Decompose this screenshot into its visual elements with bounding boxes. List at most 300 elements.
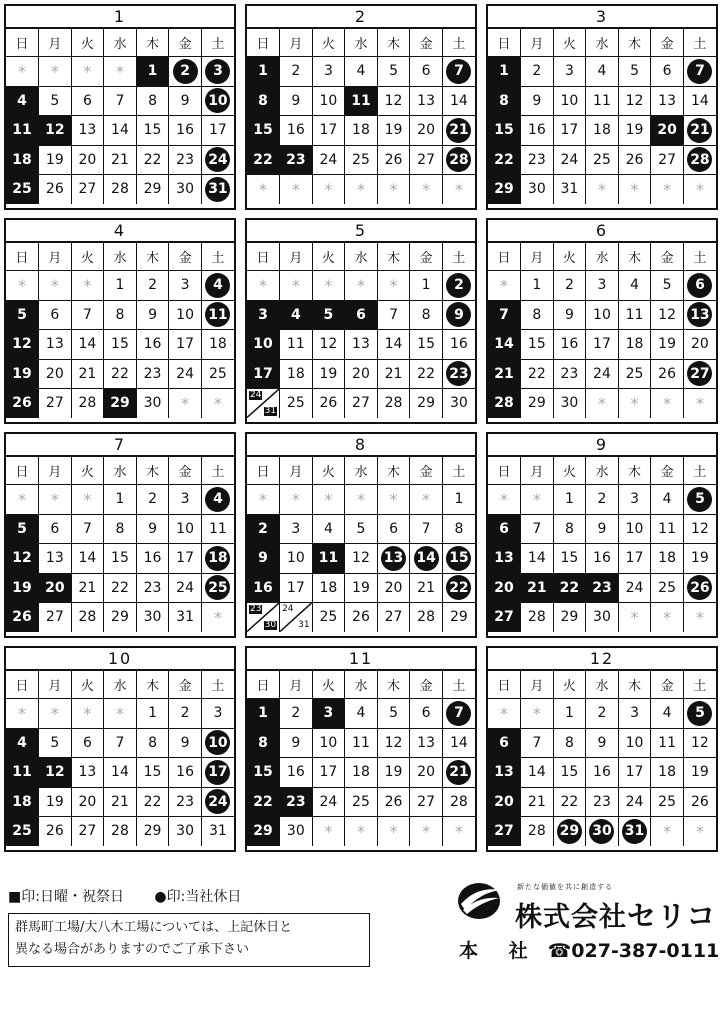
empty-day-marker: *	[651, 603, 684, 632]
day-cell: 19	[39, 787, 72, 817]
company-off-day-cell	[169, 57, 202, 87]
day-cell: 27	[71, 817, 104, 846]
company-off-day-cell	[442, 116, 475, 146]
month-4	[4, 218, 236, 424]
day-cell: 16	[169, 116, 202, 146]
split-day-lower: 31	[298, 619, 310, 630]
day-cell: 28	[410, 603, 443, 632]
holiday-day-cell: 25	[6, 817, 39, 846]
phone-number: ☎027-387-0111	[547, 940, 720, 962]
empty-day-marker: *	[410, 817, 443, 846]
empty-day-marker: *	[683, 603, 716, 632]
company-off-day-cell	[618, 817, 651, 846]
day-cell: 12	[651, 300, 684, 330]
empty-day-marker: *	[247, 485, 280, 515]
company-off-day-cell	[586, 817, 619, 846]
holiday-day-cell: 21	[521, 573, 554, 603]
day-cell: 8	[521, 300, 554, 330]
day-cell: 3	[280, 514, 313, 544]
empty-day-marker: *	[312, 271, 345, 301]
day-cell: 12	[345, 544, 378, 574]
day-cell: 5	[345, 514, 378, 544]
day-cell: 6	[410, 699, 443, 729]
day-cell: 8	[136, 728, 169, 758]
day-cell: 3	[169, 485, 202, 515]
day-cell: 4	[312, 514, 345, 544]
day-cell: 20	[39, 359, 72, 389]
holiday-day-cell: 8	[247, 86, 280, 116]
month-title: 10	[6, 648, 234, 671]
day-cell: 28	[521, 603, 554, 632]
day-cell: 28	[71, 389, 104, 418]
weekday-header: 金	[410, 29, 443, 57]
day-cell: 21	[71, 359, 104, 389]
holiday-day-cell: 20	[651, 116, 684, 146]
day-cell: 20	[410, 116, 443, 146]
weekday-header: 土	[442, 457, 475, 485]
company-off-day-cell	[683, 300, 716, 330]
holiday-day-cell: 20	[488, 787, 521, 817]
company-off-day-cell	[201, 57, 234, 87]
day-cell: 4	[586, 57, 619, 87]
month-title: 3	[488, 6, 716, 29]
day-cell: 17	[169, 544, 202, 574]
day-cell: 29	[136, 175, 169, 204]
weekday-header: 月	[39, 457, 72, 485]
empty-day-marker: *	[6, 57, 39, 87]
weekday-header: 木	[377, 243, 410, 271]
weekday-header: 月	[280, 671, 313, 699]
day-cell: 9	[586, 728, 619, 758]
day-cell: 8	[553, 514, 586, 544]
day-cell: 10	[553, 86, 586, 116]
weekday-header: 火	[71, 671, 104, 699]
day-cell: 12	[618, 86, 651, 116]
day-cell: 22	[521, 359, 554, 389]
empty-day-marker: *	[6, 699, 39, 729]
split-day-lower: 30	[264, 619, 277, 630]
company-off-circle: 21	[446, 118, 471, 143]
day-cell: 26	[651, 359, 684, 389]
holiday-day-cell: 4	[280, 300, 313, 330]
month-12	[486, 646, 718, 852]
day-cell: 15	[104, 330, 137, 360]
day-cell: 5	[651, 271, 684, 301]
day-cell: 10	[312, 86, 345, 116]
company-block	[455, 876, 723, 966]
day-cell: 30	[521, 175, 554, 204]
empty-day-marker: *	[345, 817, 378, 846]
holiday-day-cell: 16	[247, 573, 280, 603]
holiday-day-cell: 1	[247, 57, 280, 87]
day-cell: 1	[410, 271, 443, 301]
company-off-day-cell	[201, 145, 234, 175]
company-off-day-cell	[442, 758, 475, 788]
holiday-day-cell: 12	[6, 330, 39, 360]
day-cell: 9	[553, 300, 586, 330]
head-office-label: 本 社	[459, 940, 540, 962]
company-off-day-cell	[201, 758, 234, 788]
empty-day-marker: *	[345, 175, 378, 204]
empty-day-marker: *	[104, 699, 137, 729]
holiday-day-cell: 13	[488, 758, 521, 788]
day-cell: 29	[410, 389, 443, 418]
weekday-header: 水	[345, 29, 378, 57]
empty-day-marker: *	[71, 57, 104, 87]
month-7	[4, 432, 236, 638]
day-cell: 15	[104, 544, 137, 574]
empty-day-marker: *	[521, 485, 554, 515]
day-cell: 14	[71, 330, 104, 360]
weekday-header: 金	[410, 243, 443, 271]
weekday-header: 金	[410, 671, 443, 699]
day-cell: 27	[651, 145, 684, 175]
month-title: 9	[488, 434, 716, 457]
weekday-header: 水	[104, 243, 137, 271]
holiday-day-cell: 12	[39, 758, 72, 788]
weekday-header: 木	[136, 29, 169, 57]
day-cell: 22	[410, 359, 443, 389]
day-cell: 13	[410, 86, 443, 116]
day-cell: 22	[136, 145, 169, 175]
empty-day-marker: *	[71, 699, 104, 729]
company-off-circle: 31	[622, 819, 647, 844]
day-cell: 1	[136, 699, 169, 729]
day-cell: 14	[683, 86, 716, 116]
month-title: 12	[488, 648, 716, 671]
holiday-day-cell: 1	[488, 57, 521, 87]
day-cell: 14	[521, 544, 554, 574]
day-cell: 4	[618, 271, 651, 301]
day-cell: 2	[136, 485, 169, 515]
day-cell: 12	[312, 330, 345, 360]
company-off-circle: 11	[205, 302, 230, 327]
day-cell: 2	[586, 485, 619, 515]
day-cell: 6	[39, 300, 72, 330]
day-cell: 19	[683, 544, 716, 574]
day-cell: 7	[104, 728, 137, 758]
empty-day-marker: *	[169, 389, 202, 418]
day-cell: 11	[651, 514, 684, 544]
weekday-header: 日	[488, 29, 521, 57]
company-off-circle: 2	[173, 59, 198, 84]
day-cell: 10	[586, 300, 619, 330]
month-11	[245, 646, 477, 852]
weekday-header: 月	[39, 243, 72, 271]
day-cell: 5	[618, 57, 651, 87]
day-cell: 10	[312, 728, 345, 758]
day-cell: 18	[201, 330, 234, 360]
day-cell: 11	[201, 514, 234, 544]
day-cell: 5	[377, 699, 410, 729]
day-cell: 17	[618, 544, 651, 574]
holiday-day-cell: 29	[488, 175, 521, 204]
day-cell: 18	[618, 330, 651, 360]
holiday-day-cell: 26	[6, 389, 39, 418]
day-cell: 22	[104, 573, 137, 603]
month-title: 11	[247, 648, 475, 671]
day-cell: 25	[280, 389, 313, 418]
company-name-brand: セリコ	[627, 899, 717, 933]
weekday-header: 火	[553, 243, 586, 271]
empty-day-marker: *	[442, 817, 475, 846]
company-off-day-cell	[683, 485, 716, 515]
legend	[8, 886, 267, 906]
holiday-day-cell: 22	[553, 573, 586, 603]
company-off-circle: 21	[446, 760, 471, 785]
day-cell: 16	[136, 330, 169, 360]
holiday-day-cell: 2	[247, 514, 280, 544]
weekday-header: 金	[169, 243, 202, 271]
company-off-circle: 5	[687, 701, 712, 726]
weekday-header: 水	[586, 29, 619, 57]
holiday-day-cell: 27	[488, 817, 521, 846]
day-cell: 24	[618, 573, 651, 603]
day-cell: 22	[553, 787, 586, 817]
day-cell: 6	[71, 728, 104, 758]
day-cell: 15	[410, 330, 443, 360]
day-cell: 28	[71, 603, 104, 632]
day-cell: 26	[377, 787, 410, 817]
holiday-day-cell: 5	[6, 514, 39, 544]
day-cell: 15	[136, 116, 169, 146]
holiday-day-cell: 15	[488, 116, 521, 146]
day-cell: 23	[553, 359, 586, 389]
holiday-day-cell: 5	[6, 300, 39, 330]
day-cell: 9	[521, 86, 554, 116]
day-cell: 19	[377, 116, 410, 146]
day-cell: 18	[651, 544, 684, 574]
day-cell: 7	[521, 514, 554, 544]
day-cell: 23	[136, 573, 169, 603]
company-off-circle: 29	[557, 819, 582, 844]
weekday-header: 土	[201, 29, 234, 57]
day-cell: 7	[521, 728, 554, 758]
day-cell: 19	[683, 758, 716, 788]
empty-day-marker: *	[71, 485, 104, 515]
day-cell: 29	[442, 603, 475, 632]
weekday-header: 火	[312, 243, 345, 271]
day-cell: 19	[345, 573, 378, 603]
split-day-upper: 24	[282, 604, 294, 614]
day-cell: 25	[345, 145, 378, 175]
day-cell: 25	[201, 359, 234, 389]
day-cell: 22	[104, 359, 137, 389]
day-cell: 25	[651, 787, 684, 817]
day-cell: 17	[280, 573, 313, 603]
day-cell: 5	[39, 728, 72, 758]
weekday-header: 金	[651, 29, 684, 57]
holiday-day-cell: 15	[247, 758, 280, 788]
company-off-circle: 7	[687, 59, 712, 84]
day-cell: 2	[280, 699, 313, 729]
weekday-header: 木	[618, 457, 651, 485]
holiday-day-cell: 11	[6, 758, 39, 788]
day-cell: 18	[280, 359, 313, 389]
day-cell: 19	[312, 359, 345, 389]
day-cell: 1	[553, 485, 586, 515]
company-off-circle: 25	[205, 575, 230, 600]
day-cell: 28	[442, 787, 475, 817]
empty-day-marker: *	[377, 817, 410, 846]
day-cell: 21	[104, 787, 137, 817]
notice-line-2: 異なる場合がありますのでご了承下さい	[15, 942, 250, 957]
holiday-day-cell: 23	[586, 573, 619, 603]
empty-day-marker: *	[488, 699, 521, 729]
weekday-header: 日	[247, 671, 280, 699]
day-cell: 4	[345, 699, 378, 729]
holiday-day-cell: 6	[345, 300, 378, 330]
day-cell: 1	[442, 485, 475, 515]
holiday-day-cell: 15	[247, 116, 280, 146]
weekday-header: 金	[410, 457, 443, 485]
weekday-header: 木	[136, 671, 169, 699]
company-off-day-cell	[201, 544, 234, 574]
day-cell: 10	[169, 514, 202, 544]
holiday-day-cell: 23	[280, 145, 313, 175]
weekday-header: 月	[39, 671, 72, 699]
day-cell: 23	[169, 145, 202, 175]
split-day-upper: 23	[250, 604, 262, 614]
holiday-day-cell: 23	[280, 787, 313, 817]
company-off-day-cell	[442, 300, 475, 330]
month-title: 8	[247, 434, 475, 457]
day-cell: 8	[136, 86, 169, 116]
company-off-circle: 30	[589, 819, 614, 844]
day-cell: 3	[169, 271, 202, 301]
day-cell: 24	[312, 145, 345, 175]
company-off-circle: 13	[381, 546, 406, 571]
day-cell: 19	[618, 116, 651, 146]
month-8	[245, 432, 477, 638]
day-cell: 17	[618, 758, 651, 788]
day-cell: 4	[651, 485, 684, 515]
company-off-circle: 24	[205, 147, 230, 172]
holiday-day-cell: 17	[247, 359, 280, 389]
company-off-circle: 13	[687, 302, 712, 327]
day-cell: 17	[201, 116, 234, 146]
day-cell: 31	[553, 175, 586, 204]
company-off-circle: 27	[687, 361, 712, 386]
weekday-header: 火	[553, 29, 586, 57]
day-cell: 3	[201, 699, 234, 729]
company-logo-icon	[457, 880, 503, 920]
empty-day-marker: *	[39, 271, 72, 301]
day-cell: 26	[618, 145, 651, 175]
day-cell: 17	[553, 116, 586, 146]
day-cell: 13	[651, 86, 684, 116]
holiday-day-cell: 19	[6, 573, 39, 603]
company-name-prefix: 株式会社	[515, 902, 627, 933]
weekday-header: 月	[521, 243, 554, 271]
empty-day-marker: *	[410, 175, 443, 204]
weekday-header: 木	[618, 29, 651, 57]
company-off-day-cell	[377, 544, 410, 574]
day-cell: 15	[553, 544, 586, 574]
day-cell: 20	[345, 359, 378, 389]
company-off-day-cell	[683, 699, 716, 729]
day-cell: 15	[521, 330, 554, 360]
empty-day-marker: *	[377, 271, 410, 301]
day-cell: 17	[586, 330, 619, 360]
day-cell: 26	[683, 787, 716, 817]
day-cell: 7	[104, 86, 137, 116]
holiday-day-cell: 6	[488, 514, 521, 544]
company-off-circle: 6	[687, 273, 712, 298]
month-title: 7	[6, 434, 234, 457]
day-cell: 23	[521, 145, 554, 175]
weekday-header: 日	[6, 457, 39, 485]
empty-day-marker: *	[488, 271, 521, 301]
weekday-header: 水	[345, 243, 378, 271]
day-cell: 22	[136, 787, 169, 817]
weekday-header: 日	[488, 457, 521, 485]
day-cell: 13	[410, 728, 443, 758]
day-cell: 9	[280, 728, 313, 758]
day-cell: 21	[104, 145, 137, 175]
day-cell: 19	[651, 330, 684, 360]
holiday-day-cell: 11	[345, 86, 378, 116]
weekday-header: 金	[651, 457, 684, 485]
empty-day-marker: *	[201, 389, 234, 418]
month-10	[4, 646, 236, 852]
weekday-header: 水	[345, 457, 378, 485]
day-cell: 12	[377, 86, 410, 116]
empty-day-marker: *	[312, 485, 345, 515]
day-cell: 14	[377, 330, 410, 360]
holiday-day-cell: 29	[247, 817, 280, 846]
day-cell: 30	[280, 817, 313, 846]
weekday-header: 金	[169, 671, 202, 699]
day-cell: 16	[521, 116, 554, 146]
holiday-day-cell: 4	[6, 728, 39, 758]
holiday-day-cell: 4	[6, 86, 39, 116]
company-off-circle: 14	[414, 546, 439, 571]
holiday-day-cell: 3	[247, 300, 280, 330]
empty-day-marker: *	[280, 175, 313, 204]
day-cell: 27	[410, 145, 443, 175]
day-cell: 16	[553, 330, 586, 360]
company-off-circle: 10	[205, 88, 230, 113]
holiday-day-cell: 22	[247, 145, 280, 175]
weekday-header: 土	[442, 29, 475, 57]
company-off-circle: 4	[205, 487, 230, 512]
day-cell: 1	[104, 271, 137, 301]
day-cell: 12	[683, 728, 716, 758]
day-cell: 8	[410, 300, 443, 330]
day-cell: 18	[312, 573, 345, 603]
day-cell: 24	[586, 359, 619, 389]
empty-day-marker: *	[618, 175, 651, 204]
day-cell: 27	[39, 389, 72, 418]
day-cell: 8	[104, 514, 137, 544]
weekday-header: 水	[104, 671, 137, 699]
day-cell: 14	[442, 86, 475, 116]
holiday-day-cell: 11	[6, 116, 39, 146]
day-cell: 26	[345, 603, 378, 632]
day-cell: 14	[104, 116, 137, 146]
day-cell: 16	[586, 758, 619, 788]
split-day-upper: 24	[250, 390, 262, 400]
day-cell: 24	[169, 359, 202, 389]
weekday-header: 水	[586, 671, 619, 699]
holiday-day-cell: 27	[488, 603, 521, 632]
month-title: 1	[6, 6, 234, 29]
day-cell: 30	[169, 817, 202, 846]
month-5	[245, 218, 477, 424]
company-off-day-cell	[201, 573, 234, 603]
day-cell: 27	[71, 175, 104, 204]
